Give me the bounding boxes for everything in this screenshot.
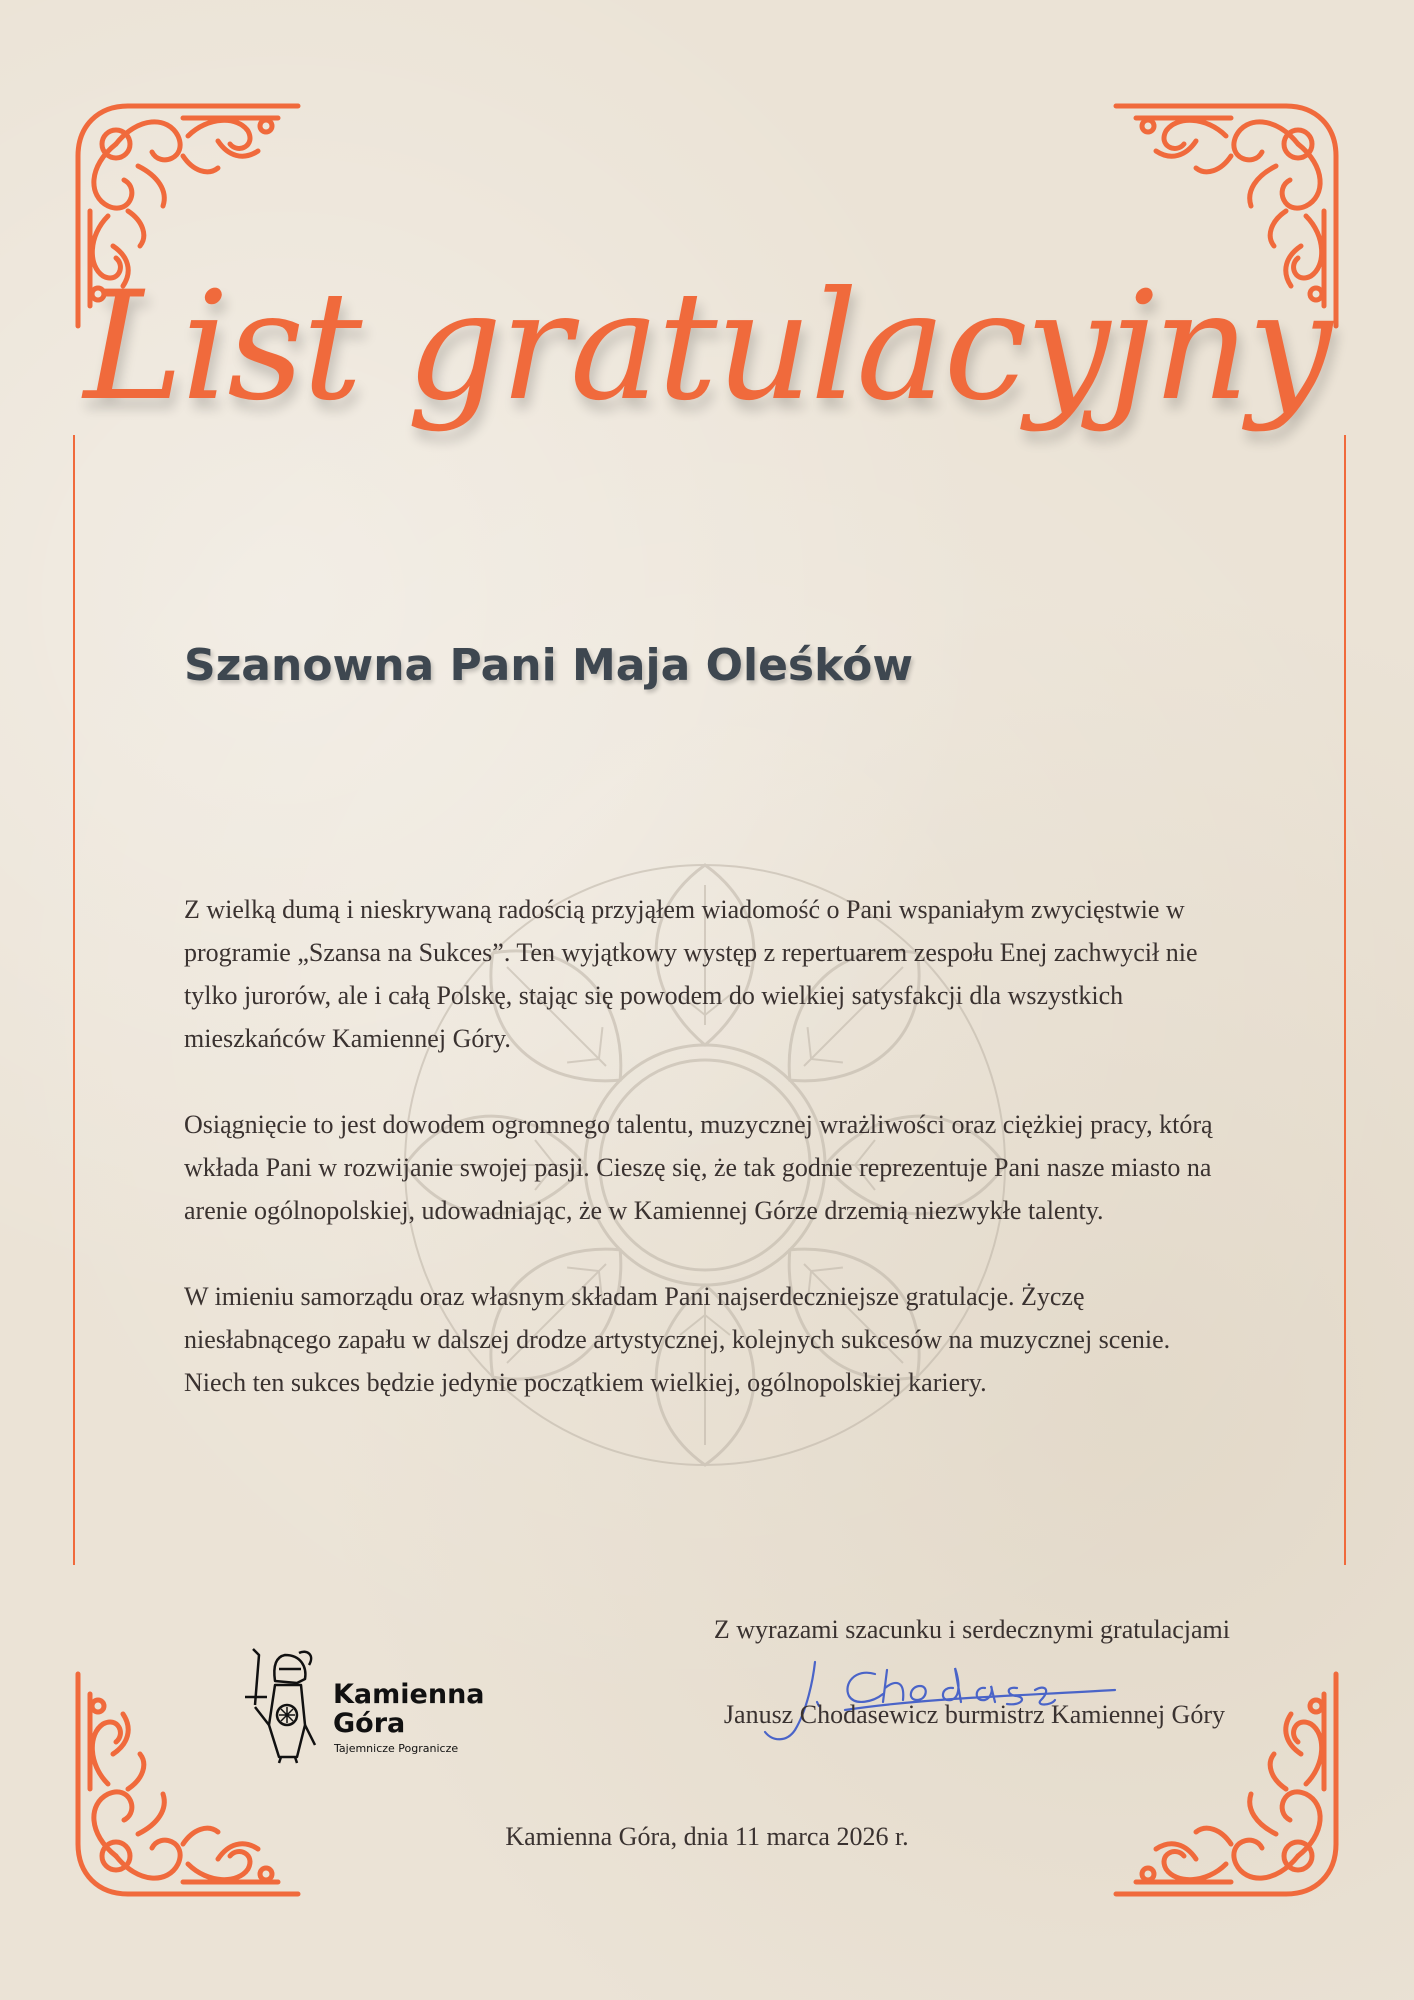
date-place-line: Kamienna Góra, dnia 11 marca 2026 r. bbox=[505, 1822, 909, 1851]
logo-name-line1: Kamienna bbox=[333, 1679, 485, 1710]
paragraph-2: Osiągnięcie to jest dowodem ogromnego talentu, muzycznej wrażliwości oraz ciężkiej pracy, którą wkłada Pani w rozwijanie swojej pasji. Cieszę się, że tak godnie reprezentuje Pani nasze miasto na arenie ogólnopolskiej, udowadniając, że w Kamiennej Górze drzemią niezwykłe talenty. bbox=[184, 1110, 1213, 1225]
city-logo bbox=[225, 1645, 505, 1765]
certificate-title: List gratulacyjny bbox=[83, 260, 1331, 434]
paragraph-3: W imieniu samorządu oraz własnym składam Pani najserdeczniejsze gratulacje. Życzę niesłabnącego zapału w dalszej drodze artystycznej, kolejnych sukcesów na muzycznej scenie. Niech ten sukces będzie jedynie początkiem wielkiej, ogólnopolskiej kariery. bbox=[184, 1282, 1171, 1397]
letter-body bbox=[184, 888, 1234, 1447]
closing-line: Z wyrazami szacunku i serdecznymi gratulacjami bbox=[713, 1615, 1230, 1644]
signer-name: Janusz Chodasewicz burmistrz Kamiennej Góry bbox=[723, 1700, 1225, 1729]
knight-icon bbox=[225, 1645, 325, 1765]
right-border-line bbox=[1344, 435, 1346, 1565]
logo-name-line2: Góra bbox=[333, 1708, 406, 1739]
left-border-line bbox=[73, 435, 75, 1565]
logo-tagline: Tajemnicze Pogranicze bbox=[334, 1742, 459, 1755]
greeting-heading: Szanowna Pani Maja Oleśków bbox=[184, 640, 914, 691]
paragraph-1: Z wielką dumą i nieskrywaną radością przyjąłem wiadomość o Pani wspaniałym zwycięstwie w programie „Szansa na Sukces”. Ten wyjątkowy występ z repertuarem zespołu Enej zachwycił nie tylko jurorów, ale i całą Polskę, stając się powodem do wielkiej satysfakcji dla wszystkich mieszkańców Kamiennej Góry. bbox=[184, 895, 1198, 1053]
